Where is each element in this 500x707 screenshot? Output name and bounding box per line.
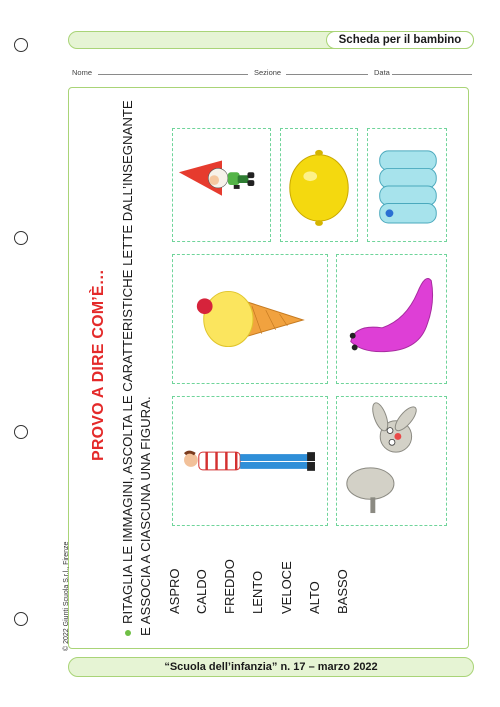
- name-field[interactable]: [98, 74, 248, 75]
- binder-hole-bottom: [14, 612, 28, 626]
- gnome-icon: [173, 129, 270, 241]
- cutout-card-rabbit[interactable]: [336, 396, 447, 526]
- date-field[interactable]: [392, 74, 472, 75]
- cutout-card-lemon[interactable]: [280, 128, 358, 242]
- hot-water-bottle-icon: [368, 129, 446, 241]
- rabbit-icon: [337, 397, 446, 525]
- header-bar: [68, 31, 474, 49]
- word-alto: ALTO: [307, 581, 322, 614]
- word-lento: LENTO: [250, 570, 265, 614]
- word-freddo: FREDDO: [222, 559, 237, 614]
- snail-icon: [337, 255, 446, 383]
- cutout-card-hot-water-bottle[interactable]: [367, 128, 447, 242]
- ice-cream-cone-icon: [173, 255, 327, 383]
- cutout-card-snail[interactable]: [336, 254, 447, 384]
- cutout-card-gnome[interactable]: [172, 128, 271, 242]
- word-aspro: ASPRO: [167, 568, 182, 614]
- word-veloce: VELOCE: [279, 561, 294, 614]
- instruction-line-2: E ASSOCIA A CIASCUNA UNA FIGURA.: [138, 396, 153, 636]
- worksheet-type-tab: Scheda per il bambino: [326, 31, 474, 49]
- binder-hole-top: [14, 38, 28, 52]
- cutout-card-tall-man[interactable]: [172, 396, 328, 526]
- cutout-card-ice-cream[interactable]: [172, 254, 328, 384]
- instruction-text-1: RITAGLIA LE IMMAGINI, ASCOLTA LE CARATTERISTICHE LETTE DALL’INSEGNANTE: [120, 100, 135, 624]
- word-basso: BASSO: [335, 569, 350, 614]
- word-caldo: CALDO: [194, 569, 209, 614]
- section-field[interactable]: [286, 74, 368, 75]
- issue-footer: “Scuola dell’infanzia” n. 17 – marzo 2022: [68, 657, 474, 677]
- binder-hole-upper-middle: [14, 231, 28, 245]
- date-label: Data: [374, 68, 390, 77]
- lemon-icon: [281, 129, 357, 241]
- instruction-line-1: [120, 100, 135, 636]
- copyright-notice: © 2022 Giunti Scuola S.r.l., Firenze: [63, 541, 70, 651]
- bullet-icon: [125, 630, 131, 636]
- tall-man-icon: [173, 397, 327, 525]
- binder-hole-lower-middle: [14, 425, 28, 439]
- student-info-fields: [72, 65, 472, 79]
- name-label: Nome: [72, 68, 93, 77]
- worksheet-title: PROVO A DIRE COM’È…: [90, 269, 107, 461]
- section-label: Sezione: [254, 68, 282, 77]
